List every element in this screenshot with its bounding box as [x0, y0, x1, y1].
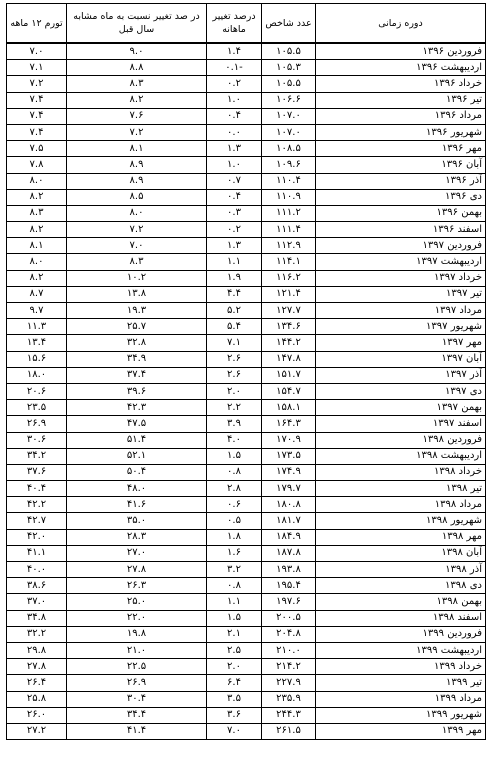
cell-index: ۲۰۴.۸ [262, 626, 316, 642]
cell-index: ۱۸۷.۸ [262, 545, 316, 561]
cell-inflation-12m: ۴۰.۴ [7, 481, 67, 497]
cell-period: اردیبهشت ۱۳۹۷ [316, 254, 486, 270]
cell-inflation-12m: ۷.۵ [7, 141, 67, 157]
cell-monthly-change: ۳.۹ [207, 416, 262, 432]
cell-period: فروردین ۱۳۹۸ [316, 432, 486, 448]
cell-index: ۲۶۱.۵ [262, 723, 316, 739]
cell-inflation-12m: ۷.۲ [7, 76, 67, 92]
cell-index: ۱۹۵.۴ [262, 578, 316, 594]
cell-index: ۲۱۰.۰ [262, 642, 316, 658]
cell-index: ۱۰۹.۶ [262, 157, 316, 173]
cell-index: ۱۹۳.۸ [262, 562, 316, 578]
cell-yoy-change: ۷.۰ [67, 238, 207, 254]
cell-inflation-12m: ۸.۳ [7, 205, 67, 221]
table-row [7, 448, 486, 464]
cell-inflation-12m: ۴۰.۰ [7, 562, 67, 578]
cell-index: ۱۱۱.۲ [262, 205, 316, 221]
cell-period: تیر ۱۳۹۶ [316, 92, 486, 108]
cell-inflation-12m: ۲۰.۶ [7, 383, 67, 399]
cell-index: ۱۲۷.۷ [262, 303, 316, 319]
cell-yoy-change: ۷.۲ [67, 124, 207, 140]
cell-index: ۱۰۸.۵ [262, 141, 316, 157]
cell-period: خرداد ۱۳۹۶ [316, 76, 486, 92]
cell-monthly-change: ۱.۵ [207, 610, 262, 626]
cell-monthly-change: ۲.۱ [207, 626, 262, 642]
cell-period: آبان ۱۳۹۶ [316, 157, 486, 173]
cell-yoy-change: ۲۱.۰ [67, 642, 207, 658]
cell-index: ۱۷۴.۹ [262, 464, 316, 480]
cell-period: مهر ۱۳۹۸ [316, 529, 486, 545]
cell-yoy-change: ۲۶.۹ [67, 675, 207, 691]
price-index-table [6, 3, 486, 740]
table-row [7, 319, 486, 335]
cell-inflation-12m: ۸.۲ [7, 222, 67, 238]
table-row [7, 157, 486, 173]
table-row [7, 205, 486, 221]
cell-index: ۱۹۷.۶ [262, 594, 316, 610]
cell-monthly-change: ۰.۲ [207, 222, 262, 238]
cell-index: ۱۶۴.۳ [262, 416, 316, 432]
cell-monthly-change: ۱.۴ [207, 43, 262, 60]
table-row [7, 254, 486, 270]
cell-yoy-change: ۲۵.۷ [67, 319, 207, 335]
table-row [7, 141, 486, 157]
table-row [7, 562, 486, 578]
cell-inflation-12m: ۸.۲ [7, 270, 67, 286]
cell-monthly-change: ۲.۲ [207, 400, 262, 416]
table-row [7, 108, 486, 124]
cell-index: ۱۴۷.۸ [262, 351, 316, 367]
cell-inflation-12m: ۲۶.۰ [7, 707, 67, 723]
cell-inflation-12m: ۸.۱ [7, 238, 67, 254]
table-row [7, 383, 486, 399]
cell-yoy-change: ۲۷.۸ [67, 562, 207, 578]
cell-monthly-change: ۱.۵ [207, 448, 262, 464]
cell-yoy-change: ۷.۶ [67, 108, 207, 124]
cell-yoy-change: ۸.۲ [67, 92, 207, 108]
cell-monthly-change: ۲.۸ [207, 481, 262, 497]
cell-yoy-change: ۱۰.۲ [67, 270, 207, 286]
cell-yoy-change: ۵۰.۴ [67, 464, 207, 480]
cell-inflation-12m: ۱۳.۴ [7, 335, 67, 351]
cell-monthly-change: ۶.۴ [207, 675, 262, 691]
cell-index: ۲۳۵.۹ [262, 691, 316, 707]
table-row [7, 529, 486, 545]
cell-yoy-change: ۸.۵ [67, 189, 207, 205]
cell-monthly-change: ۵.۴ [207, 319, 262, 335]
table-row [7, 222, 486, 238]
cell-index: ۲۴۴.۳ [262, 707, 316, 723]
table-row [7, 432, 486, 448]
table-row [7, 691, 486, 707]
cell-yoy-change: ۲۵.۰ [67, 594, 207, 610]
cell-monthly-change: ۰.۸ [207, 578, 262, 594]
cell-yoy-change: ۹.۰ [67, 43, 207, 60]
cell-monthly-change: ۱.۳ [207, 238, 262, 254]
cell-monthly-change: ۱.۰ [207, 157, 262, 173]
table-row [7, 286, 486, 302]
cell-index: ۱۵۸.۱ [262, 400, 316, 416]
cell-index: ۱۱۰.۴ [262, 173, 316, 189]
inflation-table-sheet [6, 3, 485, 740]
cell-monthly-change: ۱.۶ [207, 545, 262, 561]
cell-index: ۱۰۷.۰ [262, 108, 316, 124]
cell-index: ۱۰۵.۳ [262, 60, 316, 76]
header-index: عدد شاخص [262, 4, 316, 44]
cell-monthly-change: ۰.۷ [207, 173, 262, 189]
cell-index: ۱۰۶.۶ [262, 92, 316, 108]
cell-period: مهر ۱۳۹۶ [316, 141, 486, 157]
cell-index: ۱۳۴.۶ [262, 319, 316, 335]
cell-monthly-change: ۰.۶ [207, 497, 262, 513]
cell-inflation-12m: ۲۳.۵ [7, 400, 67, 416]
cell-index: ۱۵۴.۷ [262, 383, 316, 399]
cell-index: ۱۸۱.۷ [262, 513, 316, 529]
cell-yoy-change: ۸.۹ [67, 157, 207, 173]
cell-monthly-change: ۴.۴ [207, 286, 262, 302]
cell-inflation-12m: ۳۴.۲ [7, 448, 67, 464]
table-row [7, 545, 486, 561]
table-row [7, 659, 486, 675]
cell-index: ۱۴۴.۲ [262, 335, 316, 351]
cell-yoy-change: ۲۷.۰ [67, 545, 207, 561]
table-row [7, 270, 486, 286]
cell-yoy-change: ۲۸.۳ [67, 529, 207, 545]
cell-period: فروردین ۱۳۹۹ [316, 626, 486, 642]
table-row [7, 464, 486, 480]
cell-index: ۲۰۰.۵ [262, 610, 316, 626]
table-row [7, 173, 486, 189]
cell-period: آذر ۱۳۹۶ [316, 173, 486, 189]
cell-index: ۱۲۱.۴ [262, 286, 316, 302]
cell-yoy-change: ۸.۹ [67, 173, 207, 189]
cell-inflation-12m: ۴۱.۱ [7, 545, 67, 561]
table-header-row [7, 4, 486, 44]
cell-period: شهریور ۱۳۹۹ [316, 707, 486, 723]
cell-yoy-change: ۳۵.۰ [67, 513, 207, 529]
header-monthly-change: درصد تغییر ماهانه [207, 4, 262, 44]
cell-yoy-change: ۸.۱ [67, 141, 207, 157]
cell-inflation-12m: ۳۲.۲ [7, 626, 67, 642]
cell-inflation-12m: ۸.۲ [7, 189, 67, 205]
table-row [7, 60, 486, 76]
cell-inflation-12m: ۱۸.۰ [7, 367, 67, 383]
table-body [7, 43, 486, 740]
cell-period: تیر ۱۳۹۸ [316, 481, 486, 497]
cell-monthly-change: ۳.۵ [207, 691, 262, 707]
cell-monthly-change: ۲.۰ [207, 659, 262, 675]
cell-index: ۱۷۳.۵ [262, 448, 316, 464]
cell-inflation-12m: ۳۰.۶ [7, 432, 67, 448]
cell-monthly-change: ۲.۰ [207, 383, 262, 399]
cell-yoy-change: ۲۶.۳ [67, 578, 207, 594]
cell-monthly-change: ۰.۵ [207, 513, 262, 529]
cell-index: ۱۰۵.۵ [262, 76, 316, 92]
cell-yoy-change: ۸.۰ [67, 205, 207, 221]
cell-monthly-change: ۰.۲ [207, 76, 262, 92]
table-row [7, 367, 486, 383]
cell-inflation-12m: ۱۱.۳ [7, 319, 67, 335]
cell-inflation-12m: ۴۲.۲ [7, 497, 67, 513]
cell-period: بهمن ۱۳۹۸ [316, 594, 486, 610]
cell-monthly-change: ۱.۹ [207, 270, 262, 286]
cell-period: آبان ۱۳۹۷ [316, 351, 486, 367]
table-row [7, 642, 486, 658]
cell-period: دی ۱۳۹۷ [316, 383, 486, 399]
cell-yoy-change: ۴۸.۰ [67, 481, 207, 497]
cell-yoy-change: ۳۷.۴ [67, 367, 207, 383]
cell-period: دی ۱۳۹۶ [316, 189, 486, 205]
cell-yoy-change: ۸.۳ [67, 254, 207, 270]
table-row [7, 238, 486, 254]
cell-yoy-change: ۳۰.۴ [67, 691, 207, 707]
cell-monthly-change: ۲.۶ [207, 351, 262, 367]
cell-period: فروردین ۱۳۹۷ [316, 238, 486, 254]
cell-period: شهریور ۱۳۹۶ [316, 124, 486, 140]
cell-index: ۲۱۴.۲ [262, 659, 316, 675]
cell-period: فروردین ۱۳۹۶ [316, 43, 486, 60]
table-row [7, 481, 486, 497]
cell-period: مهر ۱۳۹۹ [316, 723, 486, 739]
header-inflation-12m: تورم ۱۲ ماهه [7, 4, 67, 44]
cell-inflation-12m: ۲۷.۲ [7, 723, 67, 739]
cell-yoy-change: ۸.۳ [67, 76, 207, 92]
cell-inflation-12m: ۳۷.۰ [7, 594, 67, 610]
cell-period: آذر ۱۳۹۷ [316, 367, 486, 383]
cell-monthly-change: ۵.۲ [207, 303, 262, 319]
cell-monthly-change: ۱.۱ [207, 594, 262, 610]
cell-yoy-change: ۳۴.۹ [67, 351, 207, 367]
cell-period: مرداد ۱۳۹۶ [316, 108, 486, 124]
cell-inflation-12m: ۳۷.۶ [7, 464, 67, 480]
cell-inflation-12m: ۱۵.۶ [7, 351, 67, 367]
cell-period: مرداد ۱۳۹۷ [316, 303, 486, 319]
cell-period: مرداد ۱۳۹۹ [316, 691, 486, 707]
table-row [7, 335, 486, 351]
cell-index: ۱۷۰.۹ [262, 432, 316, 448]
table-row [7, 578, 486, 594]
cell-period: خرداد ۱۳۹۹ [316, 659, 486, 675]
cell-monthly-change: ۳.۶ [207, 707, 262, 723]
cell-yoy-change: ۳۹.۶ [67, 383, 207, 399]
cell-inflation-12m: ۸.۷ [7, 286, 67, 302]
cell-period: اردیبهشت ۱۳۹۶ [316, 60, 486, 76]
cell-yoy-change: ۱۹.۸ [67, 626, 207, 642]
cell-inflation-12m: ۸.۰ [7, 254, 67, 270]
cell-period: اسفند ۱۳۹۷ [316, 416, 486, 432]
table-row [7, 594, 486, 610]
cell-yoy-change: ۴۱.۶ [67, 497, 207, 513]
cell-index: ۱۱۰.۹ [262, 189, 316, 205]
cell-index: ۱۵۱.۷ [262, 367, 316, 383]
cell-yoy-change: ۴۱.۴ [67, 723, 207, 739]
cell-period: آذر ۱۳۹۸ [316, 562, 486, 578]
cell-inflation-12m: ۴۲.۷ [7, 513, 67, 529]
cell-period: اسفند ۱۳۹۶ [316, 222, 486, 238]
cell-index: ۱۱۶.۲ [262, 270, 316, 286]
table-row [7, 400, 486, 416]
cell-monthly-change: ۱.۰ [207, 92, 262, 108]
cell-inflation-12m: ۲۷.۸ [7, 659, 67, 675]
cell-period: اردیبهشت ۱۳۹۸ [316, 448, 486, 464]
cell-monthly-change: ۰.۴ [207, 108, 262, 124]
cell-inflation-12m: ۷.۴ [7, 124, 67, 140]
cell-inflation-12m: ۳۸.۶ [7, 578, 67, 594]
cell-yoy-change: ۱۹.۳ [67, 303, 207, 319]
table-row [7, 92, 486, 108]
cell-inflation-12m: ۷.۱ [7, 60, 67, 76]
cell-yoy-change: ۲۲.۵ [67, 659, 207, 675]
cell-index: ۱۱۲.۹ [262, 238, 316, 254]
cell-period: مهر ۱۳۹۷ [316, 335, 486, 351]
cell-monthly-change: ۴.۰ [207, 432, 262, 448]
cell-inflation-12m: ۳۴.۸ [7, 610, 67, 626]
table-row [7, 626, 486, 642]
cell-period: مرداد ۱۳۹۸ [316, 497, 486, 513]
cell-yoy-change: ۸.۸ [67, 60, 207, 76]
cell-yoy-change: ۳۲.۸ [67, 335, 207, 351]
table-row [7, 513, 486, 529]
cell-period: بهمن ۱۳۹۶ [316, 205, 486, 221]
cell-index: ۱۸۰.۸ [262, 497, 316, 513]
cell-index: ۲۲۷.۹ [262, 675, 316, 691]
header-period: دوره زمانی [316, 4, 486, 44]
cell-inflation-12m: ۴۲.۰ [7, 529, 67, 545]
cell-inflation-12m: ۷.۸ [7, 157, 67, 173]
cell-yoy-change: ۵۱.۴ [67, 432, 207, 448]
table-row [7, 497, 486, 513]
cell-period: خرداد ۱۳۹۷ [316, 270, 486, 286]
table-row [7, 416, 486, 432]
table-row [7, 351, 486, 367]
table-row [7, 43, 486, 60]
table-row [7, 76, 486, 92]
table-row [7, 189, 486, 205]
table-row [7, 723, 486, 739]
cell-inflation-12m: ۹.۷ [7, 303, 67, 319]
cell-period: اردیبهشت ۱۳۹۹ [316, 642, 486, 658]
cell-period: شهریور ۱۳۹۷ [316, 319, 486, 335]
cell-monthly-change: ۱.۳ [207, 141, 262, 157]
cell-inflation-12m: ۷.۴ [7, 108, 67, 124]
cell-period: خرداد ۱۳۹۸ [316, 464, 486, 480]
cell-monthly-change: ۲.۶ [207, 367, 262, 383]
cell-inflation-12m: ۸.۰ [7, 173, 67, 189]
table-row [7, 707, 486, 723]
cell-period: آبان ۱۳۹۸ [316, 545, 486, 561]
cell-monthly-change: ۰.۰ [207, 124, 262, 140]
cell-yoy-change: ۳۴.۴ [67, 707, 207, 723]
cell-inflation-12m: ۲۵.۸ [7, 691, 67, 707]
cell-period: اسفند ۱۳۹۸ [316, 610, 486, 626]
cell-monthly-change: ۷.۰ [207, 723, 262, 739]
cell-index: ۱۰۷.۰ [262, 124, 316, 140]
cell-period: شهریور ۱۳۹۸ [316, 513, 486, 529]
cell-inflation-12m: ۷.۴ [7, 92, 67, 108]
cell-yoy-change: ۷.۲ [67, 222, 207, 238]
cell-index: ۱۰۵.۵ [262, 43, 316, 60]
table-row [7, 303, 486, 319]
cell-monthly-change: ۰.۸ [207, 464, 262, 480]
cell-index: ۱۸۴.۹ [262, 529, 316, 545]
cell-inflation-12m: ۲۶.۴ [7, 675, 67, 691]
table-row [7, 675, 486, 691]
cell-yoy-change: ۱۳.۸ [67, 286, 207, 302]
cell-index: ۱۷۹.۷ [262, 481, 316, 497]
cell-monthly-change: ۳.۲ [207, 562, 262, 578]
cell-monthly-change: ۰.۳ [207, 205, 262, 221]
cell-yoy-change: ۵۲.۱ [67, 448, 207, 464]
table-row [7, 124, 486, 140]
cell-monthly-change: ۲.۵ [207, 642, 262, 658]
cell-index: ۱۱۴.۱ [262, 254, 316, 270]
cell-monthly-change: ۰.۴ [207, 189, 262, 205]
cell-period: تیر ۱۳۹۷ [316, 286, 486, 302]
cell-monthly-change: ۱.۱ [207, 254, 262, 270]
cell-monthly-change: ۱.۸ [207, 529, 262, 545]
cell-monthly-change: ۷.۱ [207, 335, 262, 351]
cell-yoy-change: ۴۷.۵ [67, 416, 207, 432]
header-yoy-change: در صد تغییر نسبت به ماه مشابه سال قبل [67, 4, 207, 44]
cell-inflation-12m: ۷.۰ [7, 43, 67, 60]
cell-monthly-change: -۰.۱ [207, 60, 262, 76]
cell-yoy-change: ۴۲.۳ [67, 400, 207, 416]
cell-inflation-12m: ۲۶.۹ [7, 416, 67, 432]
cell-period: بهمن ۱۳۹۷ [316, 400, 486, 416]
cell-yoy-change: ۲۲.۰ [67, 610, 207, 626]
cell-period: دی ۱۳۹۸ [316, 578, 486, 594]
table-row [7, 610, 486, 626]
cell-index: ۱۱۱.۴ [262, 222, 316, 238]
cell-period: تیر ۱۳۹۹ [316, 675, 486, 691]
cell-inflation-12m: ۲۹.۸ [7, 642, 67, 658]
